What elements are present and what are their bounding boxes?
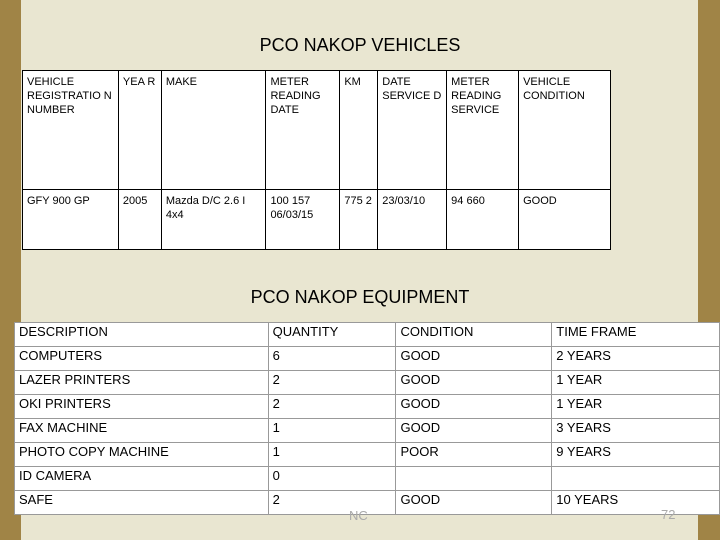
equipment-cell: 2 YEARS xyxy=(552,347,720,371)
table-row xyxy=(15,371,720,395)
vehicle-cell: 23/03/10 xyxy=(378,190,447,250)
equipment-cell: 1 YEAR xyxy=(552,371,720,395)
vehicles-header-row xyxy=(23,71,611,190)
vehicles-title: PCO NAKOP VEHICLES xyxy=(259,35,461,55)
equipment-cell: GOOD xyxy=(396,491,552,515)
equipment-cell: FAX MACHINE xyxy=(15,419,269,443)
equipment-cell: 1 xyxy=(268,419,396,443)
table-row xyxy=(15,395,720,419)
equipment-cell: 2 xyxy=(268,395,396,419)
vehicles-table xyxy=(22,70,611,250)
table-row xyxy=(15,467,720,491)
vehicles-header-cell: DATE SERVICE D xyxy=(378,71,447,190)
equipment-header-row xyxy=(15,323,720,347)
page-number: 72 xyxy=(661,507,676,522)
equipment-cell: 10 YEARS xyxy=(552,491,720,515)
vehicles-header-cell: KM xyxy=(340,71,378,190)
equipment-cell: GOOD xyxy=(396,395,552,419)
vehicle-cell: 775 2 xyxy=(340,190,378,250)
equipment-cell: 1 xyxy=(268,443,396,467)
vehicle-cell: 100 157 06/03/15 xyxy=(266,190,340,250)
equipment-header-cell: CONDITION xyxy=(396,323,552,347)
table-row xyxy=(15,347,720,371)
equipment-cell: POOR xyxy=(396,443,552,467)
vehicles-header-cell: METER READING SERVICE xyxy=(447,71,519,190)
equipment-cell: ID CAMERA xyxy=(15,467,269,491)
equipment-cell: 2 xyxy=(268,371,396,395)
table-row xyxy=(23,190,611,250)
equipment-cell: COMPUTERS xyxy=(15,347,269,371)
equipment-table xyxy=(14,322,720,515)
equipment-header-cell: DESCRIPTION xyxy=(15,323,269,347)
equipment-cell: SAFE xyxy=(15,491,269,515)
vehicles-header-cell: MAKE xyxy=(161,71,266,190)
vehicles-header-cell: METER READING DATE xyxy=(266,71,340,190)
vehicles-header-cell: VEHICLE REGISTRATIO N NUMBER xyxy=(23,71,119,190)
equipment-cell: PHOTO COPY MACHINE xyxy=(15,443,269,467)
table-row xyxy=(15,443,720,467)
equipment-cell: OKI PRINTERS xyxy=(15,395,269,419)
equipment-cell: 1 YEAR xyxy=(552,395,720,419)
vehicle-cell: 94 660 xyxy=(447,190,519,250)
equipment-cell: GOOD xyxy=(396,419,552,443)
table-row xyxy=(15,419,720,443)
equipment-cell: 6 xyxy=(268,347,396,371)
vehicle-cell: GFY 900 GP xyxy=(23,190,119,250)
equipment-cell: 2 xyxy=(268,491,396,515)
equipment-cell xyxy=(552,467,720,491)
equipment-cell: GOOD xyxy=(396,347,552,371)
vehicle-cell: GOOD xyxy=(519,190,611,250)
vehicles-header-cell: VEHICLE CONDITION xyxy=(519,71,611,190)
equipment-cell: GOOD xyxy=(396,371,552,395)
equipment-header-cell: QUANTITY xyxy=(268,323,396,347)
equipment-cell: 0 xyxy=(268,467,396,491)
equipment-header-cell: TIME FRAME xyxy=(552,323,720,347)
vehicle-cell: Mazda D/C 2.6 I 4x4 xyxy=(161,190,266,250)
equipment-cell: 3 YEARS xyxy=(552,419,720,443)
equipment-cell: LAZER PRINTERS xyxy=(15,371,269,395)
equipment-cell xyxy=(396,467,552,491)
equipment-title: PCO NAKOP EQUIPMENT xyxy=(250,287,470,307)
vehicle-cell: 2005 xyxy=(118,190,161,250)
footer-mark: NC xyxy=(349,508,368,523)
vehicles-header-cell: YEA R xyxy=(118,71,161,190)
equipment-cell: 9 YEARS xyxy=(552,443,720,467)
